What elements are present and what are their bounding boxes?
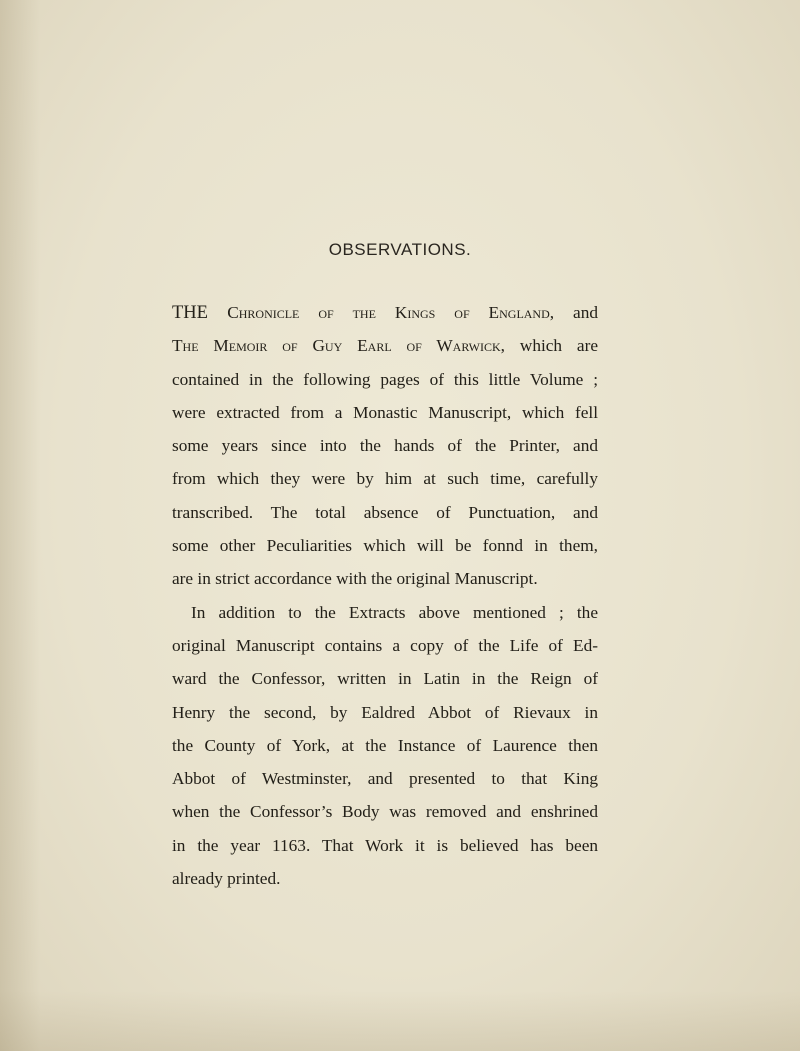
text-line: already printed. bbox=[172, 869, 281, 889]
text-line: Abbot of Westminster, and presented to that King bbox=[172, 769, 598, 789]
text-line: transcribed. The total absence of Punctuation, and bbox=[172, 502, 598, 522]
text-segment: which are bbox=[505, 336, 599, 356]
text-line: from which they were by him at such time, carefully bbox=[172, 469, 598, 489]
text-line: contained in the following pages of this little Volume ; bbox=[172, 369, 598, 389]
text-line: were extracted from a Monastic Manuscript, which fell bbox=[172, 402, 598, 422]
page-bottom-shadow bbox=[0, 991, 800, 1051]
text-segment-small-caps: Chronicle of the Kings of England, bbox=[227, 303, 555, 322]
text-line bbox=[172, 329, 598, 362]
text-segment: and bbox=[554, 303, 598, 322]
text-segment-small-caps: The Memoir of Guy Earl of Warwick, bbox=[172, 336, 505, 356]
text-line: Henry the second, by Ealdred Abbot of Rievaux in bbox=[172, 702, 598, 722]
text-line: the County of York, at the Instance of Laurence then bbox=[172, 735, 598, 755]
text-line bbox=[172, 296, 598, 329]
text-line: In addition to the Extracts above mentioned ; the bbox=[191, 602, 598, 622]
text-line: ward the Confessor, written in Latin in the Reign of bbox=[172, 669, 598, 689]
text-segment: THE bbox=[172, 303, 228, 323]
body-text bbox=[172, 296, 598, 895]
text-line: are in strict accordance with the original Manuscript. bbox=[172, 569, 538, 589]
text-line: when the Confessor’s Body was removed and enshrined bbox=[172, 802, 598, 822]
text-line: in the year 1163. That Work it is believed has been bbox=[172, 835, 598, 855]
text-line: original Manuscript contains a copy of the Life of Ed- bbox=[172, 635, 598, 655]
text-line: some other Peculiarities which will be fonnd in them, bbox=[172, 536, 598, 556]
page-title: OBSERVATIONS. bbox=[328, 240, 472, 259]
page-edge-shadow bbox=[0, 0, 40, 1051]
text-line: some years since into the hands of the Printer, and bbox=[172, 436, 598, 456]
